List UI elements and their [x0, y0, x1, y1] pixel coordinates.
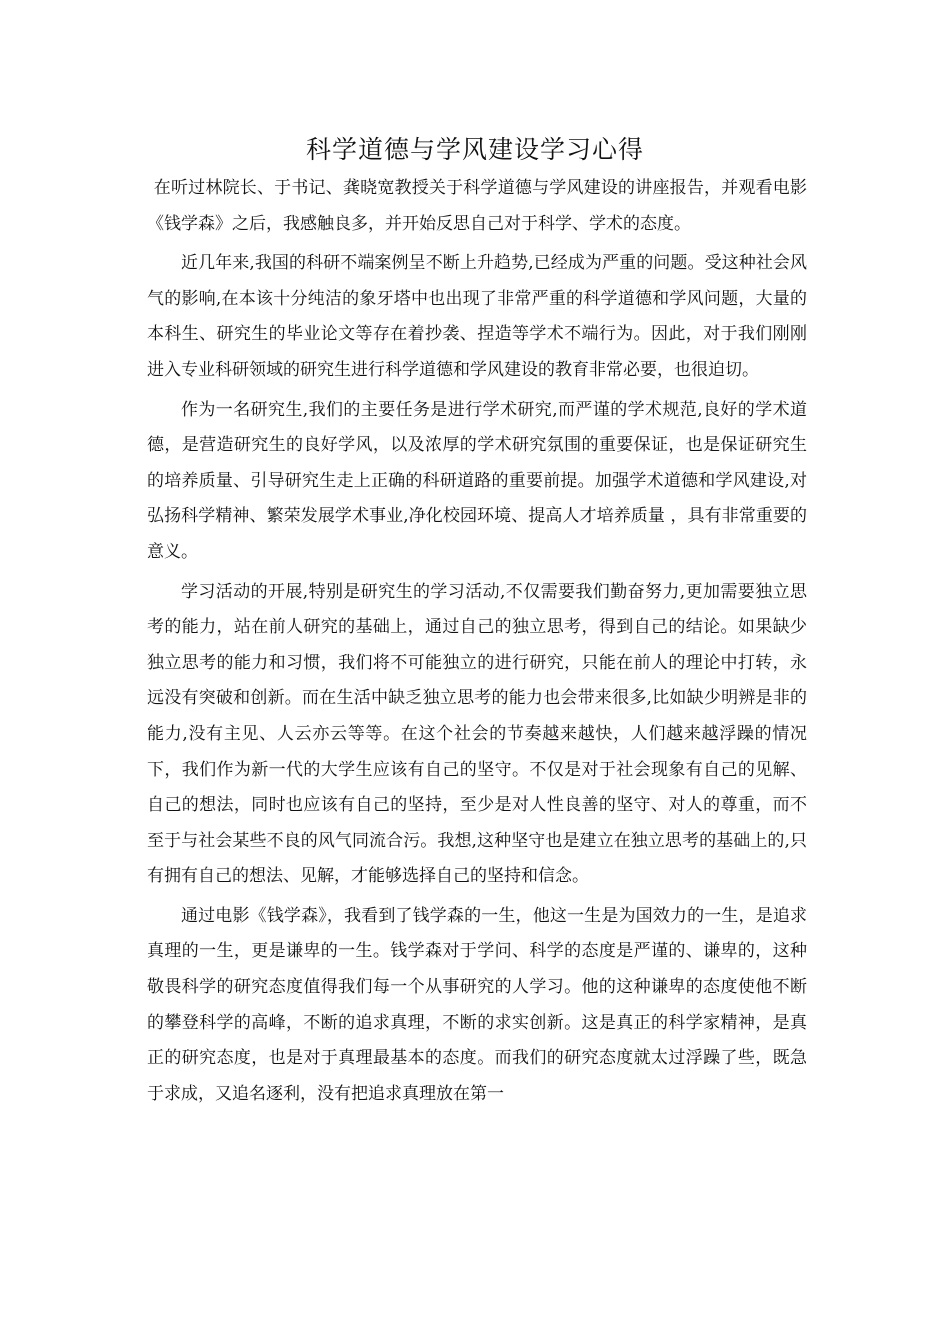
paragraph-5: 通过电影《钱学森》，我看到了钱学森的一生，他这一生是为国效力的一生，是追求真理的一生，更是谦卑的一生。钱学森对于学问、科学的态度是严谨的、谦卑的，这种敬畏科学的研究态度值得我们每一个从事研究的人学习。他的这种谦卑的态度使他不断的攀登科学的高峰，不断的追求真理，不断的求实创新。这是真正的科学家精神，是真正的研究态度，也是对于真理最基本的态度。而我们的研究态度就太过浮躁了些，既急于求成，又追名逐利，没有把追求真理放在第一: [147, 905, 807, 1104]
document-body: [147, 171, 807, 1112]
paragraph-2: 近几年来,我国的科研不端案例呈不断上升趋势,已经成为严重的问题。受这种社会风气的影响,在本该十分纯洁的象牙塔中也出现了非常严重的科学道德和学风问题，大量的本科生、研究生的毕业论文等存在着抄袭、捏造等学术不端行为。因此，对于我们刚刚进入专业科研领域的研究生进行科学道德和学风建设的教育非常必要，也很迫切。: [147, 253, 807, 380]
document-title: 科学道德与学风建设学习心得: [305, 135, 644, 164]
paragraph-4: 学习活动的开展,特别是研究生的学习活动,不仅需要我们勤奋努力,更加需要独立思考的能力，站在前人研究的基础上，通过自己的独立思考，得到自己的结论。如果缺少独立思考的能力和习惯，我们将不可能独立的进行研究，只能在前人的理论中打转，永远没有突破和创新。而在生活中缺乏独立思考的能力也会带来很多,比如缺少明辨是非的能力,没有主见、人云亦云等等。在这个社会的节奏越来越快，人们越来越浮躁的情况下，我们作为新一代的大学生应该有自己的坚守。不仅是对于社会现象有自己的见解、自己的想法，同时也应该有自己的坚持，至少是对人性良善的坚守、对人的尊重，而不至于与社会某些不良的风气同流合污。我想,这种坚守也是建立在独立思考的基础上的,只有拥有自己的想法、见解，才能够选择自己的坚持和信念。: [147, 581, 807, 887]
paragraph-3: 作为一名研究生,我们的主要任务是进行学术研究,而严谨的学术规范,良好的学术道德，是营造研究生的良好学风，以及浓厚的学术研究氛围的重要保证，也是保证研究生的培养质量、引导研究生走上正确的科研道路的重要前提。加强学术道德和学风建设,对弘扬科学精神、繁荣发展学术事业,净化校园环境、提高人才培养质量 ，具有非常重要的意义。: [147, 399, 807, 562]
paragraph-1: 在听过林院长、于书记、龚晓宽教授关于科学道德与学风建设的讲座报告，并观看电影《钱学森》之后，我感触良多，并开始反思自己对于科学、学术的态度。: [147, 178, 807, 234]
